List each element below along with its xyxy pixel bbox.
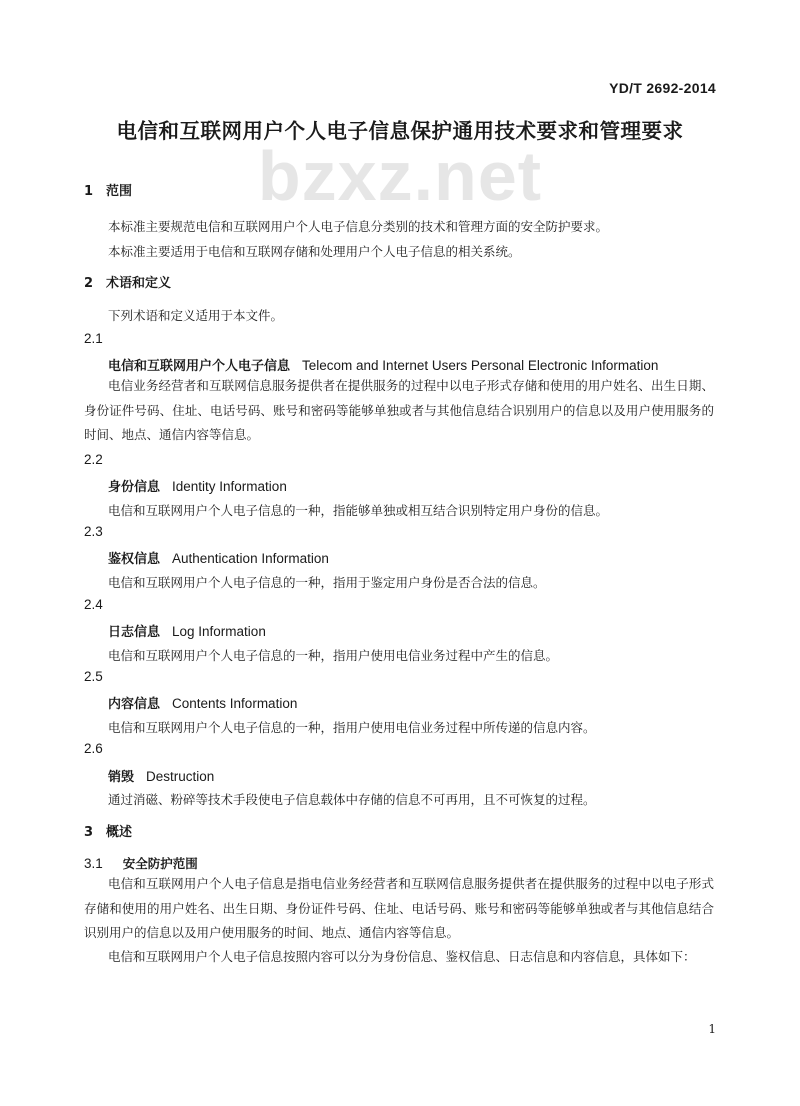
- term-zh: 身份信息: [108, 480, 161, 495]
- term-en: Destruction: [146, 769, 215, 784]
- term-zh: 日志信息: [108, 625, 161, 640]
- subsection-3-1-heading: [84, 854, 800, 872]
- document-title: 电信和互联网用户个人电子信息保护通用技术要求和管理要求: [116, 119, 684, 143]
- clause-number: 2.6: [84, 741, 103, 756]
- term-en: Telecom and Internet Users Personal Electronic Information: [302, 358, 659, 373]
- term-heading: [108, 476, 800, 495]
- term-en: Contents Information: [172, 696, 298, 711]
- term-zh: 销毁: [108, 770, 135, 785]
- subsection-number: 3.1: [84, 856, 103, 871]
- subsection-title: 安全防护范围: [122, 856, 198, 871]
- page-number: 1: [708, 1022, 716, 1036]
- term-en: Authentication Information: [172, 551, 329, 566]
- subsection-3-1-paragraph-2: 电信和互联网用户个人电子信息按照内容可以分为身份信息、鉴权信息、日志信息和内容信息，具体如下：: [108, 949, 696, 964]
- section-number: 3: [84, 825, 94, 840]
- term-definition: 电信和互联网用户个人电子信息的一种，指用户使用电信业务过程中所传递的信息内容。: [108, 720, 596, 735]
- clause-number: 2.5: [84, 669, 103, 684]
- subsection-3-1-paragraph-1: 电信和互联网用户个人电子信息是指电信业务经营者和互联网信息服务提供者在提供服务的过程中以电子形式存储和使用的用户姓名、出生日期、身份证件号码、住址、电话号码、账号和密码等能够单独或者与其他信息结合识别用户的信息以及用户使用服务的时间、地点、通信内容等信息。: [84, 876, 714, 941]
- section-2-heading: [84, 272, 800, 291]
- term-definition: 电信和互联网用户个人电子信息的一种，指能够单独或相互结合识别特定用户身份的信息。: [108, 503, 609, 518]
- term-zh: 内容信息: [108, 697, 161, 712]
- section-number: 1: [84, 184, 94, 199]
- term-definition: 电信和互联网用户个人电子信息的一种，指用于鉴定用户身份是否合法的信息。: [108, 575, 546, 590]
- section-title: 范围: [106, 184, 133, 199]
- clause-number: 2.3: [84, 524, 103, 539]
- term-zh: 电信和互联网用户个人电子信息: [108, 359, 291, 374]
- section-title: 术语和定义: [106, 276, 172, 291]
- term-heading: [108, 548, 800, 567]
- section-1-heading: [84, 180, 800, 199]
- watermark: bzxz.net: [257, 137, 543, 215]
- term-en: Identity Information: [172, 479, 287, 494]
- term-definition: 电信业务经营者和互联网信息服务提供者在提供服务的过程中以电子形式存储和使用的用户姓名、出生日期、身份证件号码、住址、电话号码、账号和密码等能够单独或者与其他信息结合识别用户的信息以及用户使用服务的时间、地点、通信内容等信息。: [84, 378, 714, 443]
- section-3-heading: [84, 821, 800, 840]
- clause-number: 2.4: [84, 597, 103, 612]
- standard-code: YD/T 2692-2014: [609, 80, 716, 96]
- term-heading: [108, 693, 800, 712]
- term-heading: [108, 621, 800, 640]
- section-2-intro: 下列术语和定义适用于本文件。: [108, 308, 284, 323]
- term-definition: 电信和互联网用户个人电子信息的一种，指用户使用电信业务过程中产生的信息。: [108, 648, 559, 663]
- term-definition: 通过消磁、粉碎等技术手段使电子信息载体中存储的信息不可再用，且不可恢复的过程。: [108, 792, 596, 807]
- term-heading: [108, 355, 800, 374]
- section-1-paragraph-2: 本标准主要适用于电信和互联网存储和处理用户个人电子信息的相关系统。: [108, 244, 521, 259]
- section-number: 2: [84, 276, 94, 291]
- clause-number: 2.1: [84, 331, 103, 346]
- term-heading: [108, 766, 800, 785]
- section-1-paragraph-1: 本标准主要规范电信和互联网用户个人电子信息分类别的技术和管理方面的安全防护要求。: [108, 219, 609, 234]
- section-title: 概述: [106, 825, 133, 840]
- clause-number: 2.2: [84, 452, 103, 467]
- term-zh: 鉴权信息: [108, 552, 161, 567]
- term-en: Log Information: [172, 624, 266, 639]
